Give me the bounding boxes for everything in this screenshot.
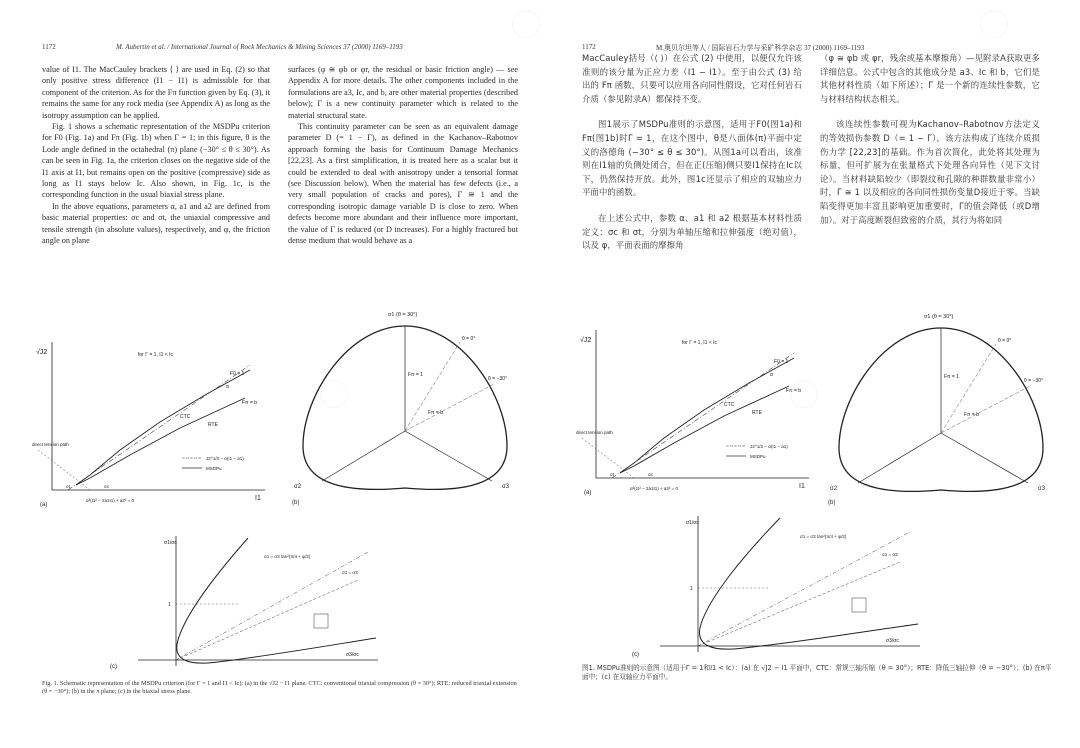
sigma1-label: σ1 (θ = 30°): [388, 312, 418, 318]
watermark-icon: [980, 10, 1008, 38]
panel-label: (a): [584, 490, 592, 496]
x-axis-label: I1: [799, 483, 805, 490]
panel-label: (c): [110, 664, 117, 670]
panel-label: (a): [40, 502, 48, 508]
label-theta-neg30: θ = −30°: [488, 376, 507, 382]
criterion-curve: [620, 358, 794, 473]
paragraph: MacCauley括号（⟨ ⟩）在公式 (2) 中使用，以便仅允许该准则的该分量为正应力差（I1 − I1）。至于由公式 (3) 给出的 Fπ 函数，只要可以应用各向同性假设，它对任何岩石介质（参见附录A）都保持不变。: [582, 53, 802, 104]
theta-neg30-line: [941, 386, 1030, 433]
figure-caption: Fig. 1. Schematic representation of the MSDPu criterion (for Γ = 1 and I1 < Ic): (a) in the √J2 − I1 plane. CTC: conventional triaxial compression (θ = 30°); RTE: reduced triaxial extension (θ = −30°); (b) in the π plane; (c) in the biaxial stress plane.: [42, 680, 517, 696]
sigma3-label: σ3: [502, 484, 510, 490]
ctc-path: [612, 353, 794, 478]
sigma2-label: σ2: [830, 486, 838, 492]
panel-label: (c): [632, 652, 639, 658]
y-axis-label: σ1/σc: [686, 520, 699, 526]
tick-sigma-c: σc: [104, 484, 110, 489]
label-rte: RTE: [752, 410, 762, 416]
right-page-chinese: [540, 0, 1080, 748]
paragraph: value of I1. The MacCauley brackets ⟨ ⟩ are used in Eq. (2) so that only positive stress difference (I1 − I1) is admissible for that component of the criterion. As for the Fπ function given by Eq. (3), it remains the same for any rock media (see Appendix A) as long as the isotropy assumption can be applied.: [42, 65, 270, 120]
line2-label: σ1 = σ3: [342, 570, 358, 575]
figure-1b: [828, 308, 1058, 508]
label-direct-tension: direct tension path: [32, 442, 69, 447]
tick-sigma-c: σc: [648, 472, 654, 477]
criterion-curve: [76, 370, 250, 485]
label-fo: F0 = 1: [230, 371, 245, 377]
paragraph: Fig. 1 shows a schematic representation of the MSDPu criterion for F0 (Fig. 1a) and Fπ (Fig. 1b) when Γ = 1; in this figure, θ is the Lode angle defined in the octahedral (π) plane (−30° ≤ θ ≤ 30°). As can be seen in Fig. 1a, the criterion closes on the negative side of the I1 axis at I1, but remains open on the positive (compressive) side as long as I1 stays below Ic. Also shown, in Fig. 1c, is the corresponding function in the usual biaxial stress plane.: [42, 122, 270, 200]
legend-line1: J2^1/2 − α(I1 − a1): [750, 444, 788, 449]
watermark-icon: [790, 380, 818, 408]
text-column-1: [42, 64, 270, 247]
x-axis-label: I1: [255, 495, 261, 502]
label-rte: RTE: [208, 422, 218, 428]
watermark-icon: [320, 380, 348, 408]
paragraph: 在上述公式中，参数 α、a1 和 a2 根据基本材料性质定义：σc 和 σt，分别为单轴压缩和拉伸强度（绝对值），以及 φ，平面表面的摩擦角: [582, 212, 802, 251]
watermark-icon: [512, 10, 540, 38]
x-axis-label: σ3/σc: [346, 652, 359, 658]
label-fpi-b: Fπ = b: [786, 388, 801, 394]
sigma3-label: σ3: [1038, 486, 1046, 492]
figure-note: for Γ = 1, I1 < Ic: [682, 340, 717, 346]
theta-0-line: [941, 344, 996, 433]
sigma3-axis: [405, 431, 492, 481]
paragraph: In the above equations, parameters α, a1 and a2 are defined from basic material properties: σc and σt, the uniaxial compressive and tensile strength (in absolute values), respectively, and φ, the friction angle on plane: [42, 201, 270, 246]
running-head: M. Aubertin et al. / International Journal of Rock Mechanics & Mining Sciences 37 (2000) 1169–1193: [116, 43, 403, 51]
sigma1-label: σ1 (θ = 30°): [924, 314, 954, 320]
line2-label: σ1 = σ3: [882, 552, 898, 557]
panel-label: (b): [292, 500, 300, 506]
rte-curve: [76, 398, 245, 485]
figure-1c: [630, 512, 930, 660]
figure-1b: [292, 306, 522, 511]
sigma2-axis: [322, 431, 405, 481]
line1-label: σ1 = σ3 tan²(π/4 + φ/2): [264, 554, 311, 559]
running-head: M.奥贝尔坦等人 / 国际岩石力学与采矿科学杂志 37 (2000) 1169–1193: [656, 44, 865, 52]
tick-sigma-t: σt: [66, 484, 71, 489]
x-axis-label: σ3/σc: [886, 638, 899, 644]
figure-1c: [108, 532, 388, 672]
stress-cube-icon: [852, 598, 866, 612]
paragraph: 该连续性参数可视为Kachanov–Rabotnov方法定义的等效损伤参数 D（= 1 − Γ），该方法构成了连续介质损伤力学 [22,23]的基础。作为首次简化，此处将其处理为标量，但可扩展为在张量格式下处理各向异性（见下文讨论）。当材料缺陷较少（即裂纹和孔隙的种群数量非常小）时，Γ ≅ 1 以及相应的各向同性损伤变量D接近于零。当缺陷变得更加丰富且影响更加重要时，Γ的值会降低（或D增加）。对于高度断裂但致密的介质，其行为将如同: [820, 119, 1040, 225]
tension-path: [38, 450, 90, 490]
tension-path: [582, 438, 634, 478]
label-1: 1: [168, 602, 171, 608]
label-fpi-b: Fπ = b: [964, 412, 979, 418]
label-ctc: CTC: [180, 414, 191, 420]
panel-label: (b): [828, 500, 836, 506]
label-fpi-1: Fπ = 1: [944, 374, 959, 380]
label-theta-0: θ = 0°: [998, 338, 1012, 344]
text-column-2: [288, 64, 518, 247]
sigma2-axis: [858, 433, 941, 483]
line1-label: σ1 = σ3 tan²(π/4 + φ/2): [800, 534, 847, 539]
paragraph: This continuity parameter can be seen as an equivalent damage parameter D (= 1 − Γ), as defined in the Kachanov–Rabotnov approach forming the basis for Continuum Damage Mechanics [22,23]. As a first simplification, it is treated here as a scalar but it could be extended to deal with anisotropy under a tensorial format (see Discussion below). When the material has few defects (i.e., a very small population of cracks and pores), Γ ≅ 1 and the corresponding isotropic damage variable D is close to zero. When defects become more abundant and their influence more important, the value of Γ is reduced (or D increases). For a highly fractured but dense medium that would behave as a: [288, 122, 518, 246]
equal-stress-line: [176, 580, 358, 660]
label-fpi-b: Fπ = b: [428, 410, 443, 416]
rte-curve: [620, 386, 789, 473]
label-fpi-1: Fπ = 1: [408, 372, 423, 378]
text-column-1: [582, 52, 802, 265]
paragraph: surfaces (φ ≅ φb or φr, the residual or basic friction angle) — see Appendix A for more details. The other components included in the formulations are a3, Ic, and b, are other material properties (described below); Γ is a new continuity parameter which is related to the material structural state.: [288, 65, 518, 120]
legend-line2: MSDPu: [750, 454, 766, 459]
sigma2-label: σ2: [294, 484, 302, 490]
equal-stress-line: [698, 562, 900, 646]
legend-line1: J2^1/2 − α(I1 − a1): [206, 456, 244, 461]
text-column-2: [820, 52, 1040, 239]
figure-1a: [574, 318, 814, 498]
theta-neg30-line: [405, 384, 494, 431]
label-direct-tension: direct tension path: [576, 430, 613, 435]
label-alpha: α: [770, 372, 773, 378]
label-ctc: CTC: [724, 402, 735, 408]
y-axis-label: σ1/σc: [164, 540, 177, 546]
label-theta-neg30: θ = −30°: [1024, 378, 1043, 384]
label-theta-0: θ = 0°: [462, 336, 476, 342]
figure-1a: [30, 330, 270, 510]
y-axis-label: √J2: [580, 337, 592, 344]
tick-sigma-t: σt: [610, 472, 615, 477]
legend-line2: MSDPu: [206, 466, 222, 471]
label-1: 1: [690, 586, 693, 592]
friction-line: [698, 532, 910, 646]
paragraph: 图1展示了MSDPu准则的示意图，适用于F0(图1a)和Fπ(图1b)时Γ = 1，在这个图中，θ是八面体(π)平面中定义的洛德角 (−30° ≤ θ ≤ 30°)。从图1a可以看出，该准则在I1轴的负侧处闭合，但在正(压缩)侧只要I1保持在Ic以下，仍然保持开放。此外，图1c还显示了相应的双轴应力平面中的函数。: [582, 119, 802, 198]
figure-caption: 图1. MSDPu准则的示意图（适用于Γ = 1和I1 < Ic）：(a) 在 √J2 − I1 平面中，CTC：常规三轴压缩（θ = 30°）；RTE：降低三轴拉伸（θ = −30°）；(b) 在π平面中；(c) 在双轴应力平面中。: [582, 664, 1052, 681]
sigma3-axis: [941, 433, 1028, 483]
figure-note: for Γ = 1, I1 < Ic: [138, 352, 173, 358]
theta-0-line: [405, 342, 460, 431]
label-alpha: α: [226, 384, 229, 390]
label-fo: F0 = 1: [774, 359, 789, 365]
y-axis-label: √J2: [36, 349, 48, 356]
stress-cube-icon: [314, 614, 328, 628]
ctc-path: [68, 365, 250, 490]
page-number: 1172: [582, 43, 596, 51]
equation-bottom: α²(I1² − 2a1I1) + a2² = 0: [86, 498, 135, 503]
paragraph: （φ ≅ φb 或 φr，残余或基本摩擦角）—见附录A获取更多详细信息。公式中包含的其他成分是 a3、Ic 和 b，它们是其他材料性质（如下所述）；Γ 是一个新的连续性参数，它与材料结构状态相关。: [820, 53, 1040, 104]
equation-bottom: α²(I1² − 2a1I1) + a2² = 0: [630, 486, 679, 491]
label-fpi-b: Fπ = b: [242, 400, 257, 406]
page-number: 1172: [42, 43, 56, 51]
